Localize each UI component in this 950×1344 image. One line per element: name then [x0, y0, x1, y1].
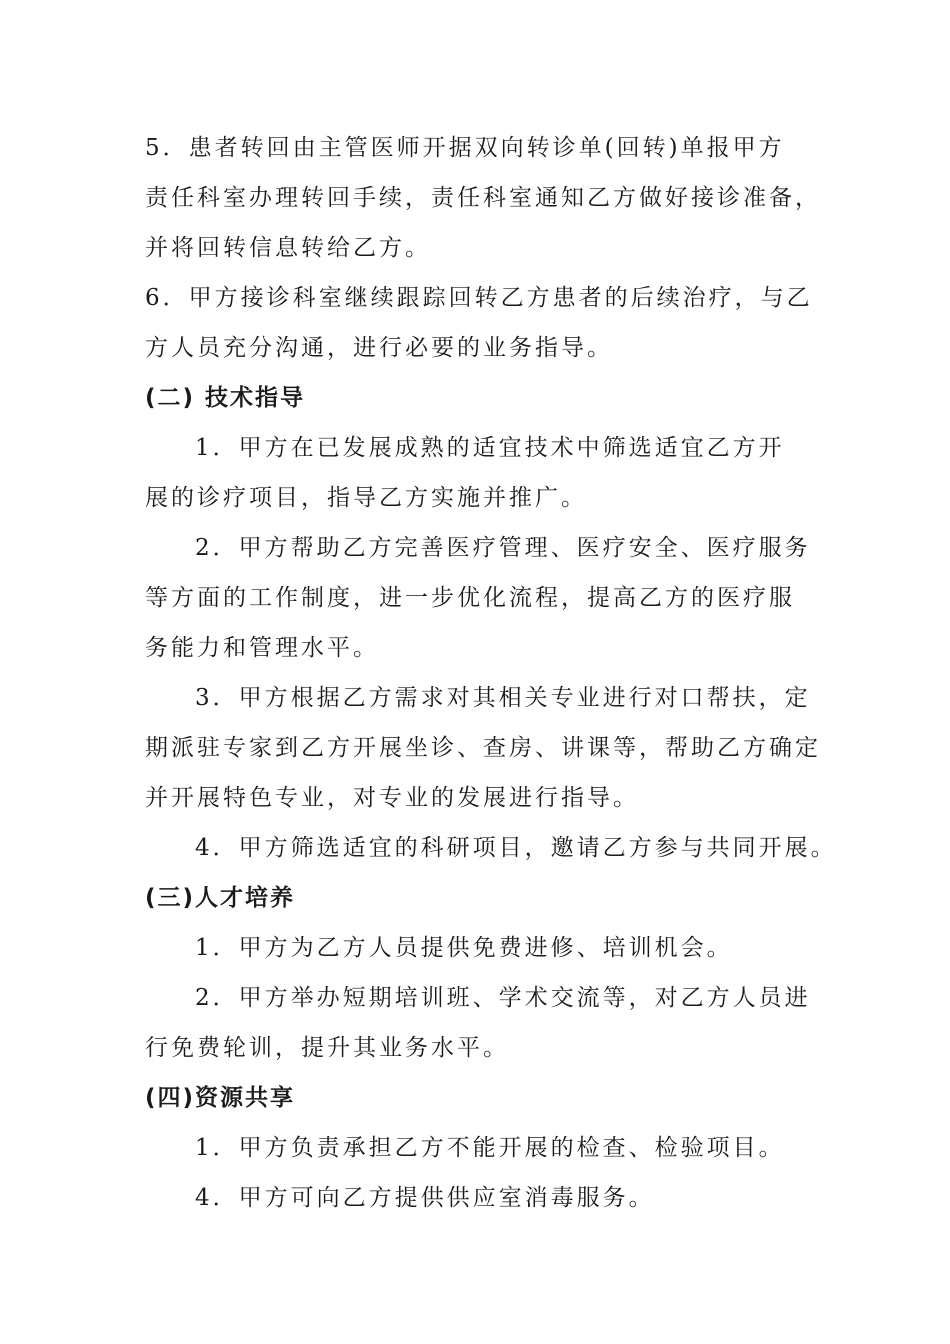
paragraph-line: 并将回转信息转给乙方。 [145, 235, 431, 261]
paragraph-line: 务能力和管理水平。 [145, 635, 379, 661]
section-heading: (三)人才培养 [145, 885, 296, 911]
paragraph-line: 2．甲方帮助乙方完善医疗管理、医疗安全、医疗服务 [195, 535, 811, 561]
paragraph-line: 展的诊疗项目，指导乙方实施并推广。 [145, 485, 587, 511]
paragraph-line: 5．患者转回由主管医师开据双向转诊单(回转)单报甲方 [145, 135, 785, 161]
paragraph-line: 等方面的工作制度，进一步优化流程，提高乙方的医疗服 [145, 585, 795, 611]
paragraph-line: 4．甲方筛选适宜的科研项目，邀请乙方参与共同开展。 [195, 835, 837, 861]
paragraph-line: 1．甲方在已发展成熟的适宜技术中筛选适宜乙方开 [195, 435, 785, 461]
paragraph-line: 期派驻专家到乙方开展坐诊、查房、讲课等，帮助乙方确定 [145, 735, 821, 761]
paragraph-line: 4．甲方可向乙方提供供应室消毒服务。 [195, 1185, 655, 1211]
paragraph-line: 方人员充分沟通，进行必要的业务指导。 [145, 335, 613, 361]
paragraph-line: 并开展特色专业，对专业的发展进行指导。 [145, 785, 639, 811]
paragraph-line: 行免费轮训，提升其业务水平。 [145, 1035, 509, 1061]
section-heading: (四)资源共享 [145, 1085, 296, 1111]
section-heading: (二) 技术指导 [145, 385, 306, 411]
paragraph-line: 责任科室办理转回手续，责任科室通知乙方做好接诊准备， [145, 185, 821, 211]
paragraph-line: 1．甲方为乙方人员提供免费进修、培训机会。 [195, 935, 733, 961]
paragraph-line: 2．甲方举办短期培训班、学术交流等，对乙方人员进 [195, 985, 811, 1011]
paragraph-line: 6．甲方接诊科室继续跟踪回转乙方患者的后续治疗，与乙 [145, 285, 813, 311]
paragraph-line: 1．甲方负责承担乙方不能开展的检查、检验项目。 [195, 1135, 785, 1161]
paragraph-line: 3．甲方根据乙方需求对其相关专业进行对口帮扶，定 [195, 685, 811, 711]
